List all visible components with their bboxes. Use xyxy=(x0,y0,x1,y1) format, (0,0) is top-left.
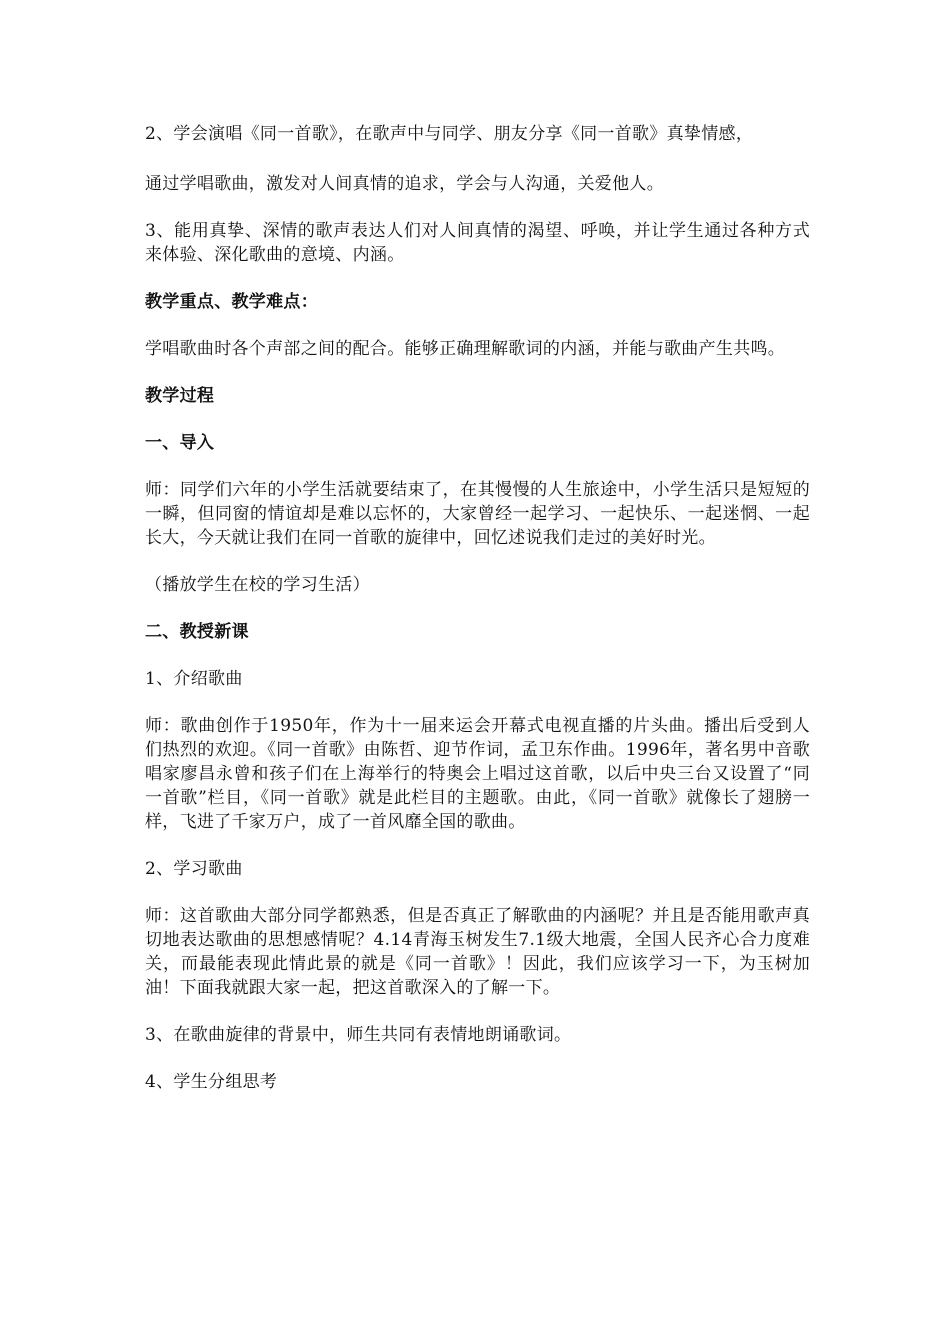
subheading-introduction: 一、导入 xyxy=(145,433,215,453)
step-1-text: 师：歌曲创作于1950年，作为十一届来运会开幕式电视直播的片头曲。播出后受到人们热烈的欢迎。《同一首歌》由陈哲、迎节作词，孟卫东作曲。1996年，著名男中音歌唱家廖昌永曾和孩子们在上海举行的特奥会上唱过这首歌，以后中央三台又设置了“同一首歌”栏目，《同一首歌》就是此栏目的主题歌。由此，《同一首歌》就像长了翅膀一样，飞进了千家万户，成了一首风靡全国的歌曲。 xyxy=(145,716,810,832)
objective-2-line-2: 通过学唱歌曲，激发对人间真情的追求，学会与人沟通，关爱他人。 xyxy=(145,174,664,194)
step-2-text: 师：这首歌曲大部分同学都熟悉，但是否真正了解歌曲的内涵呢？并且是否能用歌声真切地表达歌曲的思想感情呢？4.14青海玉树发生7.1级大地震，全国人民齐心合力度难关，而最能表现此情此景的就是《同一首歌》！因此，我们应该学习一下，为玉树加油！下面我就跟大家一起，把这首歌深入的了解一下。 xyxy=(145,906,810,998)
objective-3: 3、能用真挚、深情的歌声表达人们对人间真情的渴望、呼唤，并让学生通过各种方式来体验、深化歌曲的意境、内涵。 xyxy=(145,221,810,265)
key-points-text: 学唱歌曲时各个声部之间的配合。能够正确理解歌词的内涵，并能与歌曲产生共鸣。 xyxy=(145,339,786,359)
step-4-heading: 4、学生分组思考 xyxy=(145,1072,278,1092)
section-heading-key-points: 教学重点、教学难点： xyxy=(145,292,318,312)
step-2-heading: 2、学习歌曲 xyxy=(145,859,243,879)
step-3-text: 3、在歌曲旋律的背景中，师生共同有表情地朗诵歌词。 xyxy=(145,1025,572,1045)
document-body xyxy=(145,122,810,1094)
objective-2-line-1: 2、学会演唱《同一首歌》，在歌声中与同学、朋友分享《同一首歌》真挚情感， xyxy=(145,124,754,144)
subheading-new-lesson: 二、教授新课 xyxy=(145,622,249,642)
section-heading-process: 教学过程 xyxy=(145,386,215,406)
introduction-text: 师：同学们六年的小学生活就要结束了，在其慢慢的人生旅途中，小学生活只是短短的一瞬，但同窗的情谊却是难以忘怀的，大家曾经一起学习、一起快乐、一起迷惘、一起长大，今天就让我们在同一首歌的旋律中，回忆述说我们走过的美好时光。 xyxy=(145,480,810,548)
step-1-heading: 1、介绍歌曲 xyxy=(145,669,243,689)
introduction-note: （播放学生在校的学习生活） xyxy=(145,575,370,595)
